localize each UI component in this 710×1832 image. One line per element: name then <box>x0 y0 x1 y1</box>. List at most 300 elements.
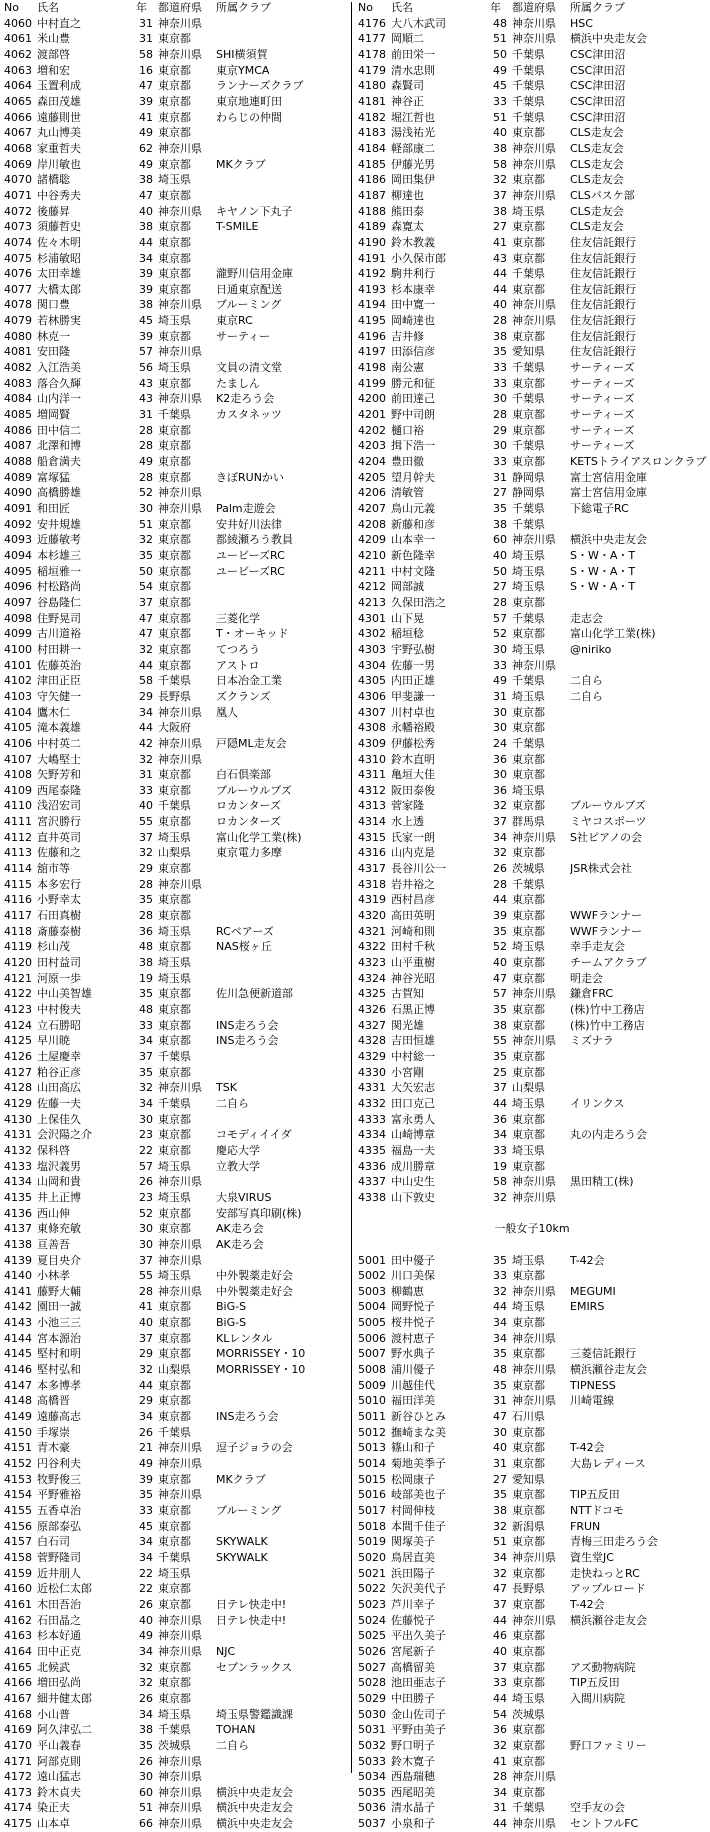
entry-prefecture: 埼玉県 <box>158 924 191 938</box>
entry-age: 33 <box>493 376 507 390</box>
entry-age: 49 <box>139 157 153 171</box>
entry-name: 田中寛一 <box>391 298 435 312</box>
table-row <box>4 1315 352 1331</box>
entry-no: 4146 <box>4 1363 32 1377</box>
entry-prefecture: 東京都 <box>512 329 545 343</box>
entry-prefecture: 東京都 <box>158 267 191 281</box>
entry-prefecture: 東京都 <box>512 893 545 907</box>
entry-club: EMIRS <box>570 1300 605 1314</box>
entry-no: 4108 <box>4 768 32 782</box>
entry-no: 5017 <box>358 1504 386 1517</box>
entry-prefecture: 千葉県 <box>158 1049 191 1063</box>
entry-no: 4088 <box>4 455 32 469</box>
entry-prefecture: 埼玉県 <box>158 1190 191 1204</box>
entry-prefecture: 東京都 <box>512 1316 545 1330</box>
entry-name: 守矢健一 <box>37 689 81 703</box>
entry-prefecture: 東京都 <box>512 956 545 970</box>
entry-no: 4109 <box>4 783 32 797</box>
entry-club: 二自ら <box>216 1738 249 1752</box>
entry-no: 4144 <box>4 1331 32 1345</box>
table-row <box>4 125 352 141</box>
table-row <box>358 251 706 267</box>
table-row <box>4 564 352 580</box>
entry-prefecture: 埼玉県 <box>158 173 191 187</box>
entry-age: 37 <box>139 1331 153 1345</box>
entry-age: 33 <box>493 94 507 108</box>
entry-name: 福田洋美 <box>391 1394 435 1408</box>
table-row <box>4 1284 352 1300</box>
entry-age: 39 <box>493 909 507 923</box>
entry-age: 35 <box>139 1065 153 1079</box>
entry-no: 4311 <box>358 768 386 782</box>
entry-no: 4131 <box>4 1128 32 1142</box>
entry-name: 平野由美子 <box>391 1723 446 1737</box>
entry-no: 4127 <box>4 1065 32 1079</box>
entry-club: 青梅三田走ろう会 <box>570 1535 658 1549</box>
table-row <box>4 251 352 267</box>
entry-club: 住友信託銀行 <box>570 314 636 328</box>
entry-age: 36 <box>139 924 153 938</box>
entry-prefecture: 千葉県 <box>512 674 545 688</box>
entry-age: 26 <box>493 862 507 876</box>
table-row <box>4 767 352 783</box>
entry-prefecture: 神奈川県 <box>512 314 556 328</box>
entry-name: 渡部啓 <box>37 47 70 61</box>
entry-no: 4164 <box>4 1644 32 1658</box>
entry-no: 4106 <box>4 736 32 750</box>
entry-age: 30 <box>139 502 153 515</box>
entry-club: チームアクラブ <box>570 956 647 970</box>
entry-no: 4068 <box>4 141 32 155</box>
entry-club: Palm走遊会 <box>216 502 276 515</box>
entry-age: 32 <box>139 1363 153 1377</box>
entry-no: 4160 <box>4 1582 32 1596</box>
entry-no: 4124 <box>4 1018 32 1032</box>
entry-name: 南公憲 <box>391 361 424 375</box>
entry-no: 4178 <box>358 47 386 61</box>
entry-name: 矢沢美代子 <box>391 1582 446 1596</box>
entry-age: 30 <box>493 642 507 656</box>
entry-club: (株)竹中工務店 <box>570 1018 645 1032</box>
entry-prefecture: 千葉県 <box>512 110 545 124</box>
entry-no: 4326 <box>358 1003 386 1016</box>
entry-age: 30 <box>139 1770 153 1784</box>
entry-name: 新色隆幸 <box>391 548 435 562</box>
entry-club: RCベアーズ <box>216 924 274 938</box>
entry-age: 39 <box>139 94 153 108</box>
entry-name: 太田幸雄 <box>37 267 81 281</box>
entry-age: 45 <box>139 314 153 328</box>
entry-name: 田中優子 <box>391 1253 435 1267</box>
entry-age: 26 <box>139 1754 153 1768</box>
table-row <box>4 219 352 235</box>
entry-prefecture: 東京都 <box>512 1738 545 1752</box>
entry-name: 川村卓也 <box>391 705 435 719</box>
table-row <box>4 110 352 126</box>
entry-no: 4172 <box>4 1770 32 1784</box>
entry-club: BiG-S <box>216 1316 247 1330</box>
entry-name: 杉本好通 <box>37 1629 81 1643</box>
entry-club: 日テレ快走中! <box>216 1613 287 1627</box>
entry-name: 関塚美子 <box>391 1535 435 1549</box>
entry-prefecture: 埼玉県 <box>158 1566 191 1580</box>
entry-name: 山下敦史 <box>391 1190 435 1204</box>
entry-prefecture: 東京都 <box>158 1222 191 1236</box>
entry-prefecture: 東京都 <box>158 580 191 594</box>
entry-no: 4191 <box>358 251 386 265</box>
entry-name: 村田耕一 <box>37 642 81 656</box>
entry-prefecture: 東京都 <box>158 63 191 77</box>
entry-age: 34 <box>139 1410 153 1424</box>
entry-name: 園田一誠 <box>37 1300 81 1314</box>
entry-no: 4306 <box>358 689 386 703</box>
entry-name: 柳鶴恵 <box>391 1284 424 1298</box>
entry-name: 山内克是 <box>391 846 435 860</box>
entry-name: 石田真樹 <box>37 909 81 923</box>
table-row <box>358 344 706 360</box>
entry-no: 5004 <box>358 1300 386 1314</box>
table-row <box>358 407 706 423</box>
entry-prefecture: 東京都 <box>512 173 545 187</box>
entry-prefecture: 神奈川県 <box>512 1175 556 1189</box>
entry-age: 29 <box>139 1394 153 1408</box>
table-row <box>4 172 352 188</box>
entry-club: INS走ろう会 <box>216 1410 279 1424</box>
entry-club: 丸の内走ろう会 <box>570 1128 647 1142</box>
entry-no: 4182 <box>358 110 386 124</box>
entry-no: 4330 <box>358 1065 386 1079</box>
entry-name: 平山義春 <box>37 1738 81 1752</box>
entry-prefecture: 東京都 <box>512 1378 545 1392</box>
entry-age: 25 <box>493 1065 507 1079</box>
entry-age: 49 <box>493 674 507 688</box>
table-row <box>4 1785 352 1801</box>
entry-name: 岡順二 <box>391 32 424 46</box>
entry-club: 佐川急便新道部 <box>216 987 293 1001</box>
entry-club: FRUN <box>570 1519 601 1533</box>
table-row <box>358 219 706 235</box>
entry-club: @niriko <box>570 642 612 656</box>
entry-no: 4334 <box>358 1128 386 1142</box>
entry-prefecture: 神奈川県 <box>512 658 556 672</box>
entry-name: 金山佐司子 <box>391 1707 446 1721</box>
entry-name: 前田栄一 <box>391 47 435 61</box>
table-row <box>4 1268 352 1284</box>
table-row <box>4 1409 352 1425</box>
entry-name: 安田隆 <box>37 345 70 359</box>
entry-no: 4093 <box>4 533 32 547</box>
entry-prefecture: 東京都 <box>512 1018 545 1032</box>
entry-age: 28 <box>493 595 507 609</box>
entry-name: 米山豊 <box>37 32 70 46</box>
entry-age: 52 <box>493 627 507 641</box>
entry-age: 46 <box>493 1629 507 1643</box>
entry-club: アズ動物病院 <box>570 1660 636 1674</box>
entry-name: 和田匠 <box>37 502 70 515</box>
entry-club: 横浜中央走友会 <box>570 32 647 46</box>
table-row <box>4 1221 352 1237</box>
entry-prefecture: 静岡県 <box>512 470 545 484</box>
entry-age: 33 <box>139 783 153 797</box>
table-row <box>358 642 706 658</box>
entry-age: 26 <box>139 1691 153 1705</box>
table-row <box>4 470 352 486</box>
table-row <box>4 1346 352 1362</box>
entry-age: 35 <box>493 502 507 515</box>
entry-name: 鈴木教義 <box>391 235 435 249</box>
entry-prefecture: 埼玉県 <box>158 1159 191 1173</box>
entry-name: 後藤昇 <box>37 204 70 218</box>
entry-name: 田中信二 <box>37 423 81 437</box>
entry-age: 28 <box>139 909 153 923</box>
entry-name: 村岡伸枝 <box>391 1504 435 1517</box>
entry-no: 4333 <box>358 1112 386 1126</box>
entry-name: 篠山和子 <box>391 1441 435 1455</box>
table-row <box>358 892 706 908</box>
entry-age: 31 <box>493 1394 507 1408</box>
entry-club: S社ピアノの会 <box>570 830 643 844</box>
entry-club: S・W・A・T <box>570 564 636 578</box>
entry-age: 38 <box>493 329 507 343</box>
entry-club: 中外製薬走好会 <box>216 1269 293 1283</box>
entry-name: 熊田泰 <box>391 204 424 218</box>
entry-name: 古賀知 <box>391 987 424 1001</box>
entry-age: 36 <box>493 1112 507 1126</box>
entry-age: 34 <box>493 830 507 844</box>
entry-club: ミヤコスポーツ <box>570 815 647 829</box>
entry-club: 二自ら <box>570 674 603 688</box>
entry-age: 43 <box>493 251 507 265</box>
entry-name: 牧野俊三 <box>37 1472 81 1486</box>
entry-age: 28 <box>493 408 507 422</box>
entry-age: 32 <box>139 533 153 547</box>
entry-no: 4180 <box>358 79 386 93</box>
table-row <box>358 689 706 705</box>
entry-prefecture: 東京都 <box>158 188 191 202</box>
table-row <box>358 1675 706 1691</box>
entry-name: 稲垣雅一 <box>37 564 81 578</box>
women-entry-list <box>358 1253 706 1832</box>
entry-name: 井上正博 <box>37 1190 81 1204</box>
entry-name: 東條充敏 <box>37 1222 81 1236</box>
entry-club: 文員の清文堂 <box>216 361 282 375</box>
entry-age: 37 <box>139 595 153 609</box>
entry-age: 55 <box>139 1269 153 1283</box>
entry-name: 中村俊夫 <box>37 1003 81 1016</box>
entry-no: 4194 <box>358 298 386 312</box>
entry-club: 日テレ快走中! <box>216 1597 287 1611</box>
table-row <box>358 939 706 955</box>
table-row <box>4 1581 352 1597</box>
entry-prefecture: 神奈川県 <box>158 1457 202 1471</box>
entry-no: 4302 <box>358 627 386 641</box>
entry-age: 37 <box>139 1049 153 1063</box>
entry-prefecture: 東京都 <box>158 1378 191 1392</box>
table-row <box>4 939 352 955</box>
entry-prefecture: 神奈川県 <box>512 1550 556 1564</box>
entry-age: 43 <box>139 392 153 406</box>
table-row <box>4 1049 352 1065</box>
entry-no: 4086 <box>4 423 32 437</box>
entry-club: セブンラックス <box>216 1660 293 1674</box>
entry-club: INS走ろう会 <box>216 1034 279 1048</box>
entry-name: 岡田集伊 <box>391 173 435 187</box>
entry-no: 5036 <box>358 1801 386 1815</box>
entry-age: 35 <box>493 1347 507 1361</box>
entry-name: 山本幸一 <box>391 533 435 547</box>
entry-no: 4111 <box>4 815 32 829</box>
left-column <box>4 0 352 1832</box>
entry-age: 23 <box>139 1128 153 1142</box>
entry-no: 4317 <box>358 862 386 876</box>
entry-prefecture: 東京都 <box>512 235 545 249</box>
entry-club: MEGUMI <box>570 1284 616 1298</box>
entry-prefecture: 埼玉県 <box>512 204 545 218</box>
left-entry-list <box>4 16 352 1832</box>
entry-club: WWFランナー <box>570 924 643 938</box>
entry-age: 50 <box>493 47 507 61</box>
entry-prefecture: 千葉県 <box>158 1096 191 1110</box>
entry-age: 47 <box>139 611 153 625</box>
entry-prefecture: 東京都 <box>512 1347 545 1361</box>
entry-age: 35 <box>493 1003 507 1016</box>
entry-age: 35 <box>493 1488 507 1502</box>
entry-age: 28 <box>139 470 153 484</box>
table-row <box>358 78 706 94</box>
entry-no: 4151 <box>4 1441 32 1455</box>
entry-name: 山平重樹 <box>391 956 435 970</box>
entry-no: 4094 <box>4 548 32 562</box>
entry-club: KETSトライアスロンクラブ <box>570 455 707 469</box>
table-row <box>4 783 352 799</box>
entry-prefecture: 東京都 <box>158 1347 191 1361</box>
table-row <box>4 1174 352 1190</box>
entry-prefecture: 東京都 <box>158 1018 191 1032</box>
entry-no: 4199 <box>358 376 386 390</box>
table-row <box>358 845 706 861</box>
table-row <box>358 564 706 580</box>
entry-name: 鈴木直明 <box>391 752 435 766</box>
table-row <box>358 438 706 454</box>
entry-club: わらじの仲間 <box>216 110 282 124</box>
table-row <box>4 752 352 768</box>
table-row <box>4 31 352 47</box>
entry-club: S・W・A・T <box>570 548 636 562</box>
entry-no: 4092 <box>4 517 32 531</box>
entry-age: 38 <box>493 141 507 155</box>
entry-name: 関光雄 <box>391 1018 424 1032</box>
entry-age: 40 <box>493 548 507 562</box>
entry-age: 34 <box>493 1128 507 1142</box>
entry-prefecture: 東京都 <box>158 329 191 343</box>
table-row <box>4 705 352 721</box>
entry-no: 4157 <box>4 1535 32 1549</box>
table-row <box>4 1754 352 1770</box>
table-row <box>358 1143 706 1159</box>
entry-age: 40 <box>139 799 153 813</box>
header-name: 氏名 <box>391 1 413 14</box>
entry-prefecture: 東京都 <box>158 1331 191 1345</box>
table-row <box>358 1299 706 1315</box>
entry-club: 野口ファミリー <box>570 1738 647 1752</box>
entry-name: 田口克己 <box>391 1096 435 1110</box>
table-row <box>4 16 352 32</box>
entry-no: 5003 <box>358 1284 386 1298</box>
table-row <box>358 376 706 392</box>
entry-prefecture: 東京都 <box>158 1535 191 1549</box>
entry-name: 舘市等 <box>37 862 70 876</box>
entry-no: 5009 <box>358 1378 386 1392</box>
entry-name: 高橋勝雄 <box>37 486 81 500</box>
entry-age: 22 <box>139 1143 153 1157</box>
entry-no: 4174 <box>4 1801 32 1815</box>
entry-name: 石黒正博 <box>391 1003 435 1016</box>
entry-no: 5020 <box>358 1550 386 1564</box>
entry-name: 五香卓治 <box>37 1504 81 1517</box>
entry-age: 50 <box>493 564 507 578</box>
table-row <box>4 391 352 407</box>
table-row <box>4 892 352 908</box>
entry-no: 4107 <box>4 752 32 766</box>
entry-age: 47 <box>493 1582 507 1596</box>
table-row <box>4 1143 352 1159</box>
entry-no: 4134 <box>4 1175 32 1189</box>
entry-prefecture: 東京都 <box>512 220 545 234</box>
entry-name: 堅村弘和 <box>37 1363 81 1377</box>
entry-no: 4147 <box>4 1378 32 1392</box>
entry-prefecture: 東京都 <box>512 126 545 140</box>
entry-prefecture: 神奈川県 <box>158 877 202 891</box>
entry-age: 54 <box>139 580 153 594</box>
entry-prefecture: 東京都 <box>158 783 191 797</box>
entry-no: 4336 <box>358 1159 386 1173</box>
entry-no: 4079 <box>4 314 32 328</box>
entry-age: 35 <box>493 345 507 359</box>
entry-club: 川崎電線 <box>570 1394 614 1408</box>
entry-age: 60 <box>493 533 507 547</box>
entry-name: 田村千秋 <box>391 940 435 954</box>
entry-prefecture: 東京都 <box>158 1597 191 1611</box>
entry-no: 4176 <box>358 16 386 30</box>
entry-prefecture: 東京都 <box>158 1691 191 1705</box>
table-row <box>4 1237 352 1253</box>
entry-club: ユービーズRC <box>216 548 285 562</box>
entry-prefecture: 東京都 <box>158 1410 191 1424</box>
table-row <box>358 767 706 783</box>
table-row <box>4 1299 352 1315</box>
table-row <box>4 1800 352 1816</box>
entry-club: サーティーズ <box>570 408 635 422</box>
entry-age: 33 <box>493 658 507 672</box>
entry-club: CLS走友会 <box>570 204 624 218</box>
entry-age: 38 <box>139 173 153 187</box>
entry-name: 山本卓 <box>37 1817 70 1831</box>
entry-age: 36 <box>493 752 507 766</box>
entry-prefecture: 神奈川県 <box>158 1644 202 1658</box>
entry-prefecture: 東京都 <box>512 1754 545 1768</box>
table-row <box>4 798 352 814</box>
entry-prefecture: 神奈川県 <box>158 16 202 30</box>
entry-age: 57 <box>493 611 507 625</box>
entry-prefecture: 愛知県 <box>512 345 545 359</box>
entry-prefecture: 長野県 <box>158 689 191 703</box>
entry-name: 丸山博美 <box>37 126 81 140</box>
table-row <box>358 1644 706 1660</box>
entry-prefecture: 東京都 <box>158 251 191 265</box>
entry-prefecture: 神奈川県 <box>512 1363 556 1377</box>
table-row <box>358 1534 706 1550</box>
table-row <box>358 1613 706 1629</box>
